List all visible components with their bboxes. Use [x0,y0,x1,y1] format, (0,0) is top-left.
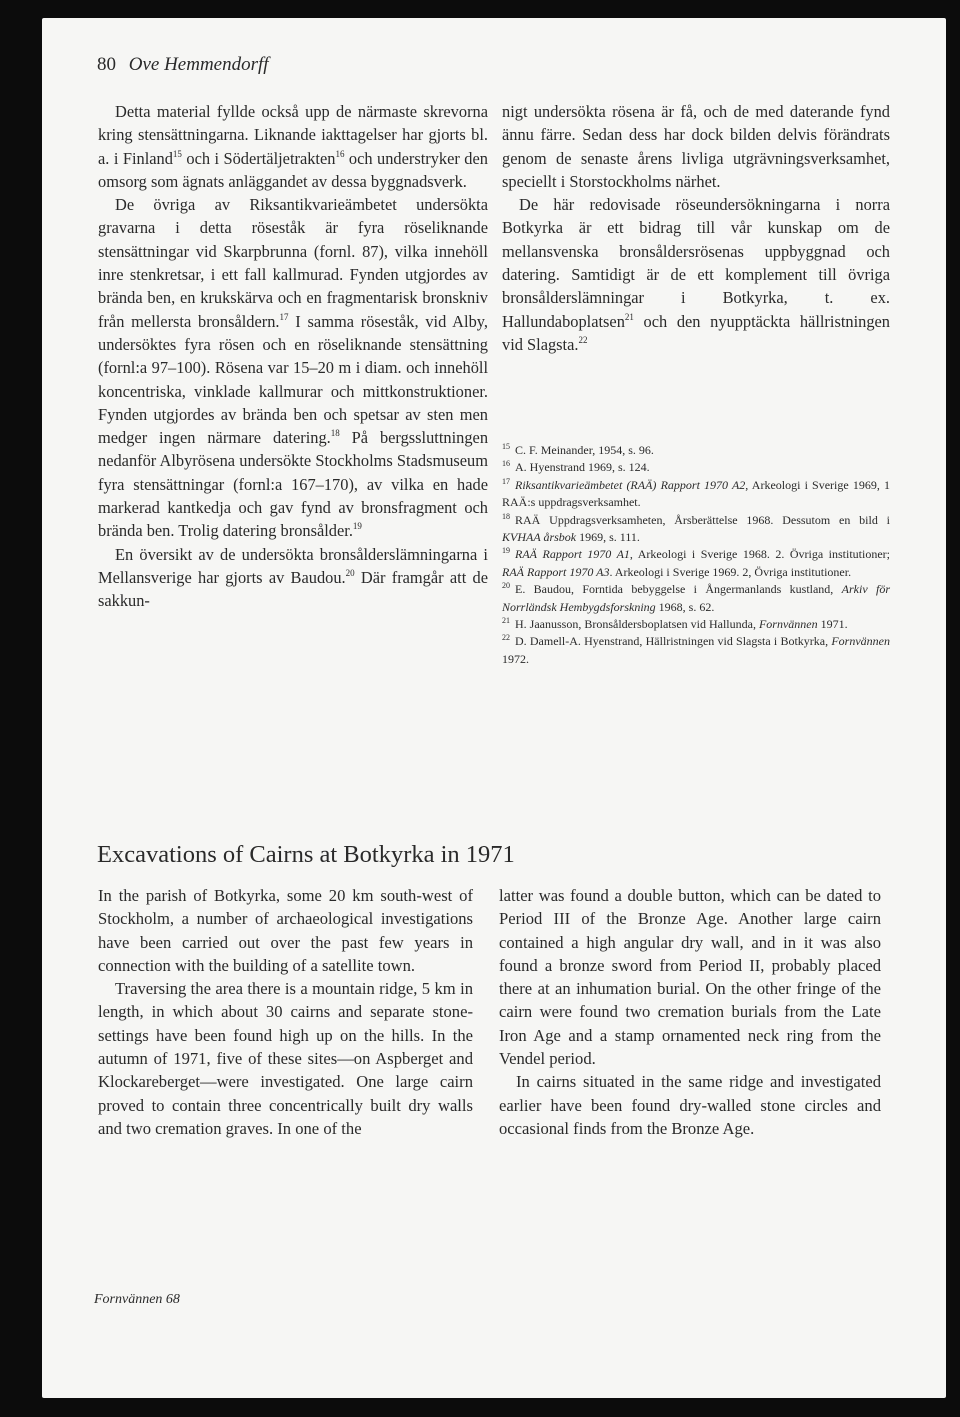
journal-page [42,18,946,1398]
footnote-number: 22 [502,633,510,643]
swedish-column-left [98,100,488,613]
footnote-text: Fornvännen [831,634,890,649]
footnote [502,477,890,512]
footnote-text: 1971. [817,617,848,632]
footnote-text: Riksantikvarieämbetet (RAÄ) Rapport 1970 A2 [515,477,746,492]
footnote-number: 19 [502,546,510,556]
footnote-text: 1972. [502,651,529,666]
footnote-text: 1968, s. 62. [655,599,715,614]
paragraph-text: Där framgår att de sakkun- [98,567,488,611]
paragraph-text: nigt undersökta rösena är få, och de med daterande fynd ännu färre. Sedan dess har dock bilden delvis förändrats genom de senaste årens livliga utgrävningsverksamhet, speciellt i Storstockholms närhet. [502,102,890,191]
footnote-text: , Arkeologi i Sverige 1969, 1 RAÄ:s uppdragsverksamhet. [502,477,890,510]
paragraph [98,543,488,613]
footnote-text: H. Jaanusson, Bronsåldersboplatsen vid Hallunda, [515,617,759,632]
paragraph-text: Detta material fyllde också upp de närmaste skrevorna kring stensättningarna. Liknande iakttagelser har gjorts bl. a. i Finland [98,102,488,168]
footnote-text: KVHAA årsbok [502,530,577,545]
footnote-text: RAÄ Rapport 1970 A1 [515,547,630,562]
footnote-number: 16 [502,459,510,469]
footnote-text: . Arkeologi i Sverige 1969. 2, Övriga institutioner. [609,564,852,579]
paragraph-text: De här redovisade röseundersökningarna i norra Botkyrka är ett bidrag till vår kunskap om de mellansvenska bronsåldersrösenas uppbyggnad och datering. Samtidigt är de ett komplement till övriga bronsålderslämningar i Botkyrka, t. ex. Hallundaboplatsen [502,195,890,331]
paragraph: In the parish of Botkyrka, some 20 km south-west of Stockholm, a number of archaeological investigations have been carried out over the past few years in connection with the building of a satellite town. [98,886,473,975]
paragraph: Traversing the area there is a mountain ridge, 5 km in length, in which about 30 cairns and separate stone-settings have been found high up on the hills. In the autumn of 1971, five of these sites—on Aspberget and Klockareberget—were investigated. One large cairn proved to contain three concentrically built dry walls and two cremation graves. In one of the [98,979,473,1138]
footnote-text: RAÄ Rapport 1970 A3 [502,564,610,579]
footnote-text: C. F. Meinander, 1954, s. 96. [515,443,654,457]
footnote-ref: 17 [279,311,289,322]
swedish-column-right [502,100,890,356]
footnote-ref: 15 [172,148,182,159]
footnote-text: 1969, s. 111. [576,530,640,545]
footnote [502,546,890,581]
footnote-text: D. Damell-A. Hyenstrand, Hällristningen vid Slagsta i Botkyrka, [515,634,832,649]
paragraph-text: och understryker den omsorg som ägnats anläggandet av dessa byggnadsverk. [98,148,488,191]
footnote-ref: 18 [330,428,340,439]
footnote [502,581,890,616]
footnote-number: 18 [502,511,510,521]
footnote-ref: 22 [578,334,588,345]
english-column-right [499,884,881,1140]
footnote-text: Fornvännen [758,617,818,632]
paragraph-text: och i Södertäljetrakten [181,148,336,168]
paragraph-text: På bergssluttningen nedanför Albyrösena undersökte Stockholms Stadsmuseum fyra stensättningar (fornl:a 167–170), av vilka en hade markerad kantkedja och gav fynd av bronsfragment och brända ben. Trolig datering bronsålder. [98,428,489,541]
footnote-text: Arkiv för Norrländsk Hembygdsforskning [502,582,890,614]
paragraph [502,100,890,193]
footnote [502,442,890,459]
footnote-ref: 21 [624,311,634,322]
running-header [97,54,269,76]
footnote-number: 20 [502,581,510,591]
page-number: 80 [97,54,116,75]
footnote-text: , Arkeologi i Sverige 1968. 2. Övriga institutioner; [629,547,891,562]
paragraph-text: En översikt av de undersökta bronsålderslämningarna i Mellansverige har gjorts av Baudou. [98,544,488,587]
running-author: Ove Hemmendorff [128,54,269,75]
footnote-text: A. Hyenstrand 1969, s. 124. [515,460,650,475]
english-column-left [98,884,473,1140]
footnote-number: 21 [502,616,510,626]
paragraph [98,100,488,193]
paragraph [98,193,488,542]
paragraph: In cairns situated in the same ridge and investigated earlier have been found dry-walled stone circles and occasional finds from the Bronze Age. [499,1072,881,1138]
footnote-ref: 19 [352,521,362,532]
paragraph-text: och den nyupptäckta hällristningen vid Slagsta. [502,311,890,354]
footnotes [502,442,890,668]
footnote-text: RAÄ Uppdragsverksamheten, Årsberättelse 1968. Dessutom en bild i [515,512,890,527]
footnote [502,459,890,476]
footnote-number: 17 [502,476,510,486]
paragraph-text: De övriga av Riksantikvarieämbetet undersökta gravarna i detta röseståk är fyra röseliknande stensättningar vid Skarpbrunna (fornl. 87), vilka innehöll inre stenkretsar, i ett fall kallmurad. Fynden utgjordes av brända ben, en krukskärva och en fragmentarisk bronskniv från mellersta bronsåldern. [98,195,488,331]
paragraph-text: I samma röseståk, vid Alby, undersöktes fyra rösen och en röseliknande stensättning (fornl:a 97–100). Rösena var 15–20 m i diam. och innehöll koncentriska, vinklade kallmurar och mittkonstruktioner. Fynden utgjordes av brända ben och spetsar av sten men medger ingen närmare datering. [98,311,488,448]
journal-footer: Fornvännen 68 [94,1292,180,1307]
footnote-number: 15 [502,442,510,451]
paragraph: latter was found a double button, which can be dated to Period III of the Bronze Age. Another large cairn contained a high angular dry wall, and in it was also found a bronze sword from Period II, probably placed there at an inhumation burial. On the other fringe of the cairn were found two cremation burials from the Late Iron Age and a stamp ornamented neck ring from the Vendel period. [499,886,881,1069]
footnote [502,512,890,547]
footnote [502,616,890,633]
footnote-ref: 16 [335,148,345,159]
footnote [502,633,890,668]
footnote-ref: 20 [345,567,355,578]
paragraph [502,193,890,356]
english-summary-title: Excavations of Cairns at Botkyrka in 1971 [97,841,515,868]
footnote-text: E. Baudou, Forntida bebyggelse i Ångermanlands kustland, [515,582,842,597]
